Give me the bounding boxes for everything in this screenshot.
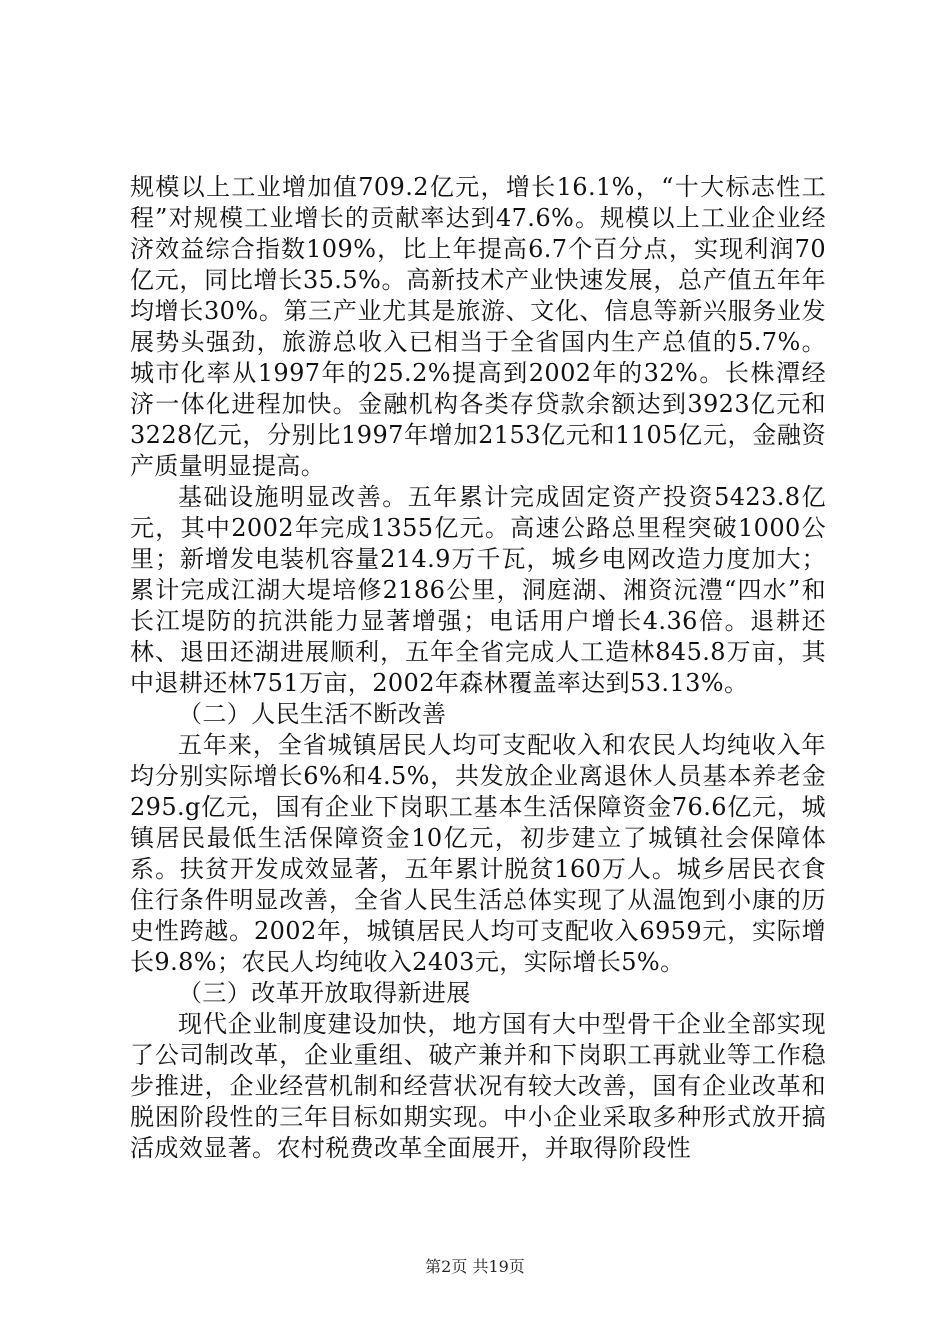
- paragraph-living-standards: 五年来，全省城镇居民人均可支配收入和农民人均纯收入年均分别实际增长6%和4.5%，共发放企业离退休人员基本养老金295.g亿元，国有企业下岗职工基本生活保障资金76.6亿元，城镇居民最低生活保障资金10亿元，初步建立了城镇社会保障体系。扶贫开发成效显著，五年累计脱贫160万人。城乡居民衣食住行条件明显改善，全省人民生活总体实现了从温饱到小康的历史性跨越。2002年，城镇居民人均可支配收入6959元，实际增长9.8%；农民人均纯收入2403元，实际增长5%。: [130, 731, 826, 976]
- section-heading-reform: （三）改革开放取得新进展: [178, 979, 471, 1007]
- paragraph-reform: 现代企业制度建设加快，地方国有大中型骨干企业全部实现了公司制改革，企业重组、破产兼并和下岗职工再就业等工作稳步推进，企业经营机制和经营状况有较大改善，国有企业改革和脱困阶段性的三年目标如期实现。中小企业采取多种形式放开搞活成效显著。农村税费改革全面展开，并取得阶段性: [130, 1010, 826, 1162]
- page-number-footer: 第2页 共19页: [425, 1257, 525, 1276]
- section-heading-living-standards: （二）人民生活不断改善: [178, 700, 447, 728]
- paragraph-infrastructure: 基础设施明显改善。五年累计完成固定资产投资5423.8亿元，其中2002年完成1355亿元。高速公路总里程突破1000公里；新增发电装机容量214.9万千瓦，城乡电网改造力度加大；累计完成江湖大堤培修2186公里，洞庭湖、湘资沅澧“四水”和长江堤防的抗洪能力显著增强；电话用户增长4.36倍。退耕还林、退田还湖进展顺利，五年全省完成人工造林845.8万亩，其中退耕还林751万亩，2002年森林覆盖率达到53.13%。: [130, 483, 826, 697]
- document-body: [130, 172, 826, 1164]
- paragraph-industry: 规模以上工业增加值709.2亿元，增长16.1%，“十大标志性工程”对规模工业增长的贡献率达到47.6%。规模以上工业企业经济效益综合指数109%，比上年提高6.7个百分点，实现利润70亿元，同比增长35.5%。高新技术产业快速发展，总产值五年年均增长30%。第三产业尤其是旅游、文化、信息等新兴服务业发展势头强劲，旅游总收入已相当于全省国内生产总值的5.7%。城市化率从1997年的25.2%提高到2002年的32%。长株潭经济一体化进程加快。金融机构各类存贷款余额达到3923亿元和3228亿元，分别比1997年增加2153亿元和1105亿元，金融资产质量明显提高。: [130, 173, 826, 480]
